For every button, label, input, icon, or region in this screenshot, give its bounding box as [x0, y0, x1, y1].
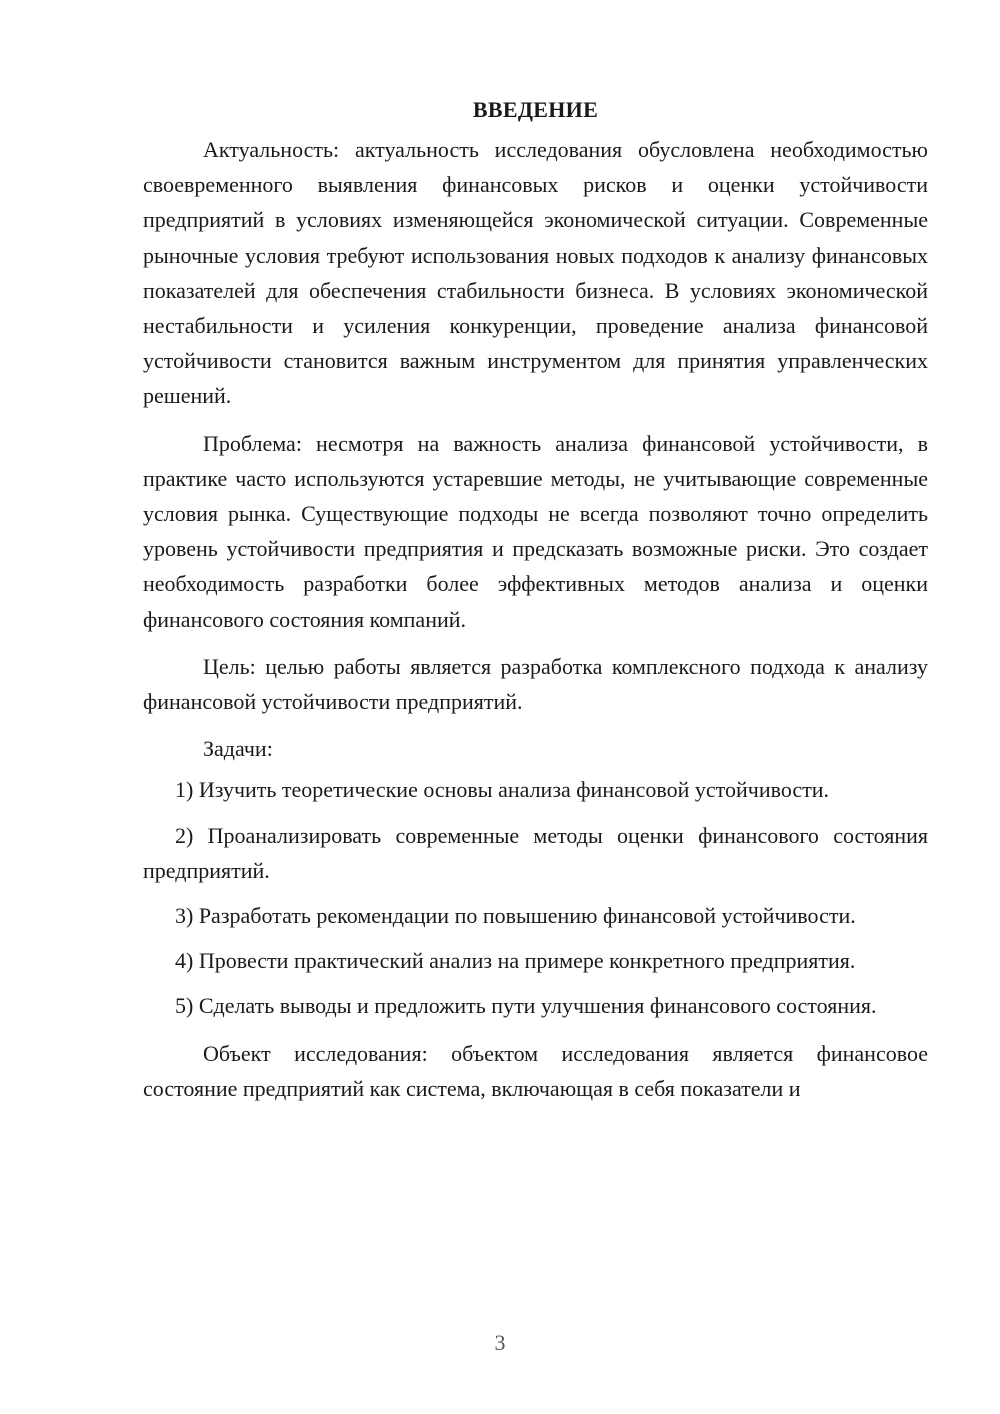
- tasks-heading: Задачи:: [203, 736, 273, 762]
- task-item: 2) Проанализировать современные методы оценки финансового состояния предприятий.: [143, 822, 928, 883]
- paragraph-goal: Цель: целью работы является разработка комплексного подхода к анализу финансовой устойчивости предприятий.: [143, 653, 928, 715]
- task-item: 4) Провести практический анализ на примере конкретного предприятия.: [175, 948, 856, 974]
- page-content: [143, 92, 928, 1106]
- task-item: 5) Сделать выводы и предложить пути улучшения финансового состояния.: [175, 993, 877, 1019]
- section-title: ВВЕДЕНИЕ: [472, 97, 599, 122]
- paragraph-object: Объект исследования: объектом исследования является финансовое состояние предприятий как система, включающая в себя показатели и: [143, 1040, 928, 1101]
- page-number: 3: [494, 1330, 506, 1355]
- paragraph-relevance: Актуальность: актуальность исследования обусловлена необходимостью своевременного выявления финансовых рисков и оценки устойчивости предприятий в условиях изменяющейся экономической ситуации. Современные рыночные условия требуют использования новых подходов к анализу финансовых показателей для обеспечения стабильности бизнеса. В условиях экономической нестабильности и усиления конкуренции, проведение анализа финансовой устойчивости становится важным инструментом для принятия управленческих решений.: [143, 137, 928, 409]
- paragraph-problem: Проблема: несмотря на важность анализа финансовой устойчивости, в практике часто используются устаревшие методы, не учитывающие современные условия рынка. Существующие подходы не всегда позволяют точно определить уровень устойчивости предприятия и предсказать возможные риски. Это создает необходимость разработки более эффективных методов анализа и оценки финансового состояния компаний.: [143, 430, 928, 632]
- tasks-list: [143, 772, 928, 1023]
- task-item: 3) Разработать рекомендации по повышению финансовой устойчивости.: [175, 903, 856, 929]
- task-item: 1) Изучить теоретические основы анализа финансовой устойчивости.: [175, 777, 830, 803]
